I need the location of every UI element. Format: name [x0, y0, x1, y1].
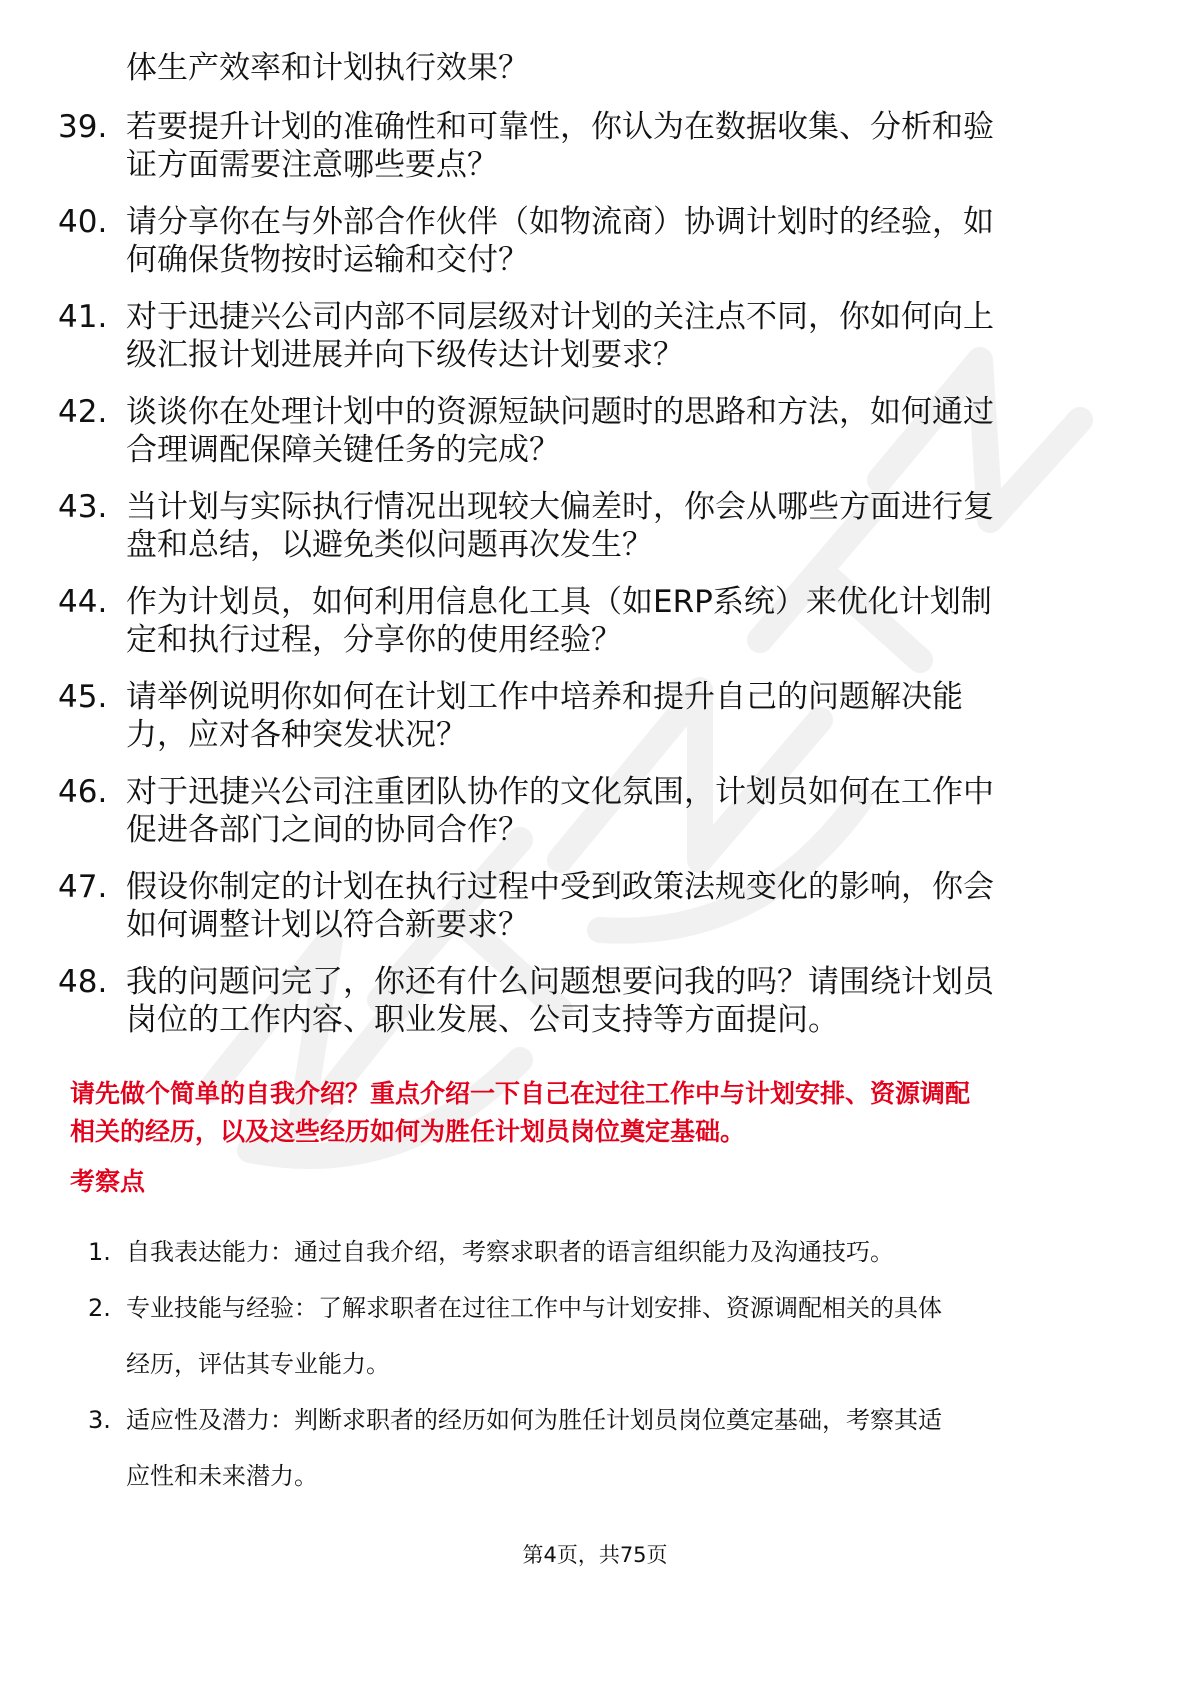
question-line-1: 我的问题问完了，你还有什么问题想要问我的吗？请围绕计划员	[126, 964, 994, 1000]
question-line-2: 力，应对各种突发状况？	[126, 717, 467, 753]
question-line-1: 请分享你在与外部合作伙伴（如物流商）协调计划时的经验，如	[126, 204, 994, 240]
question-number: 39.	[58, 109, 108, 145]
point-number: 3.	[88, 1406, 111, 1434]
question-line-2: 级汇报计划进展并向下级传达计划要求？	[126, 337, 684, 373]
question-line-1: 假设你制定的计划在执行过程中受到政策法规变化的影响，你会	[126, 869, 994, 905]
point-line-2: 应性和未来潜力。	[126, 1462, 318, 1490]
question-number: 46.	[58, 774, 108, 810]
highlight-line-2: 相关的经历，以及这些经历如何为胜任计划员岗位奠定基础。	[70, 1117, 746, 1146]
question-line-2: 如何调整计划以符合新要求？	[126, 907, 529, 943]
question-line-2: 岗位的工作内容、职业发展、公司支持等方面提问。	[126, 1002, 839, 1038]
question-line-1: 对于迅捷兴公司注重团队协作的文化氛围，计划员如何在工作中	[126, 774, 994, 810]
question-line-1: 请举例说明你如何在计划工作中培养和提升自己的问题解决能	[126, 679, 963, 715]
question-number: 40.	[58, 204, 108, 240]
question-number: 42.	[58, 394, 108, 430]
point-line-1: 自我表达能力：通过自我介绍，考察求职者的语言组织能力及沟通技巧。	[126, 1238, 894, 1266]
question-line-2: 合理调配保障关键任务的完成？	[126, 432, 560, 468]
question-number: 44.	[58, 584, 108, 620]
question-line-2: 定和执行过程，分享你的使用经验？	[126, 622, 622, 658]
question-number: 48.	[58, 964, 108, 1000]
question-line-2: 证方面需要注意哪些要点？	[126, 147, 498, 183]
question-number: 45.	[58, 679, 108, 715]
page-footer: 第4页，共75页	[522, 1543, 668, 1567]
point-line-2: 经历，评估其专业能力。	[126, 1350, 390, 1378]
point-number: 1.	[88, 1238, 111, 1266]
question-number: 47.	[58, 869, 108, 905]
point-number: 2.	[88, 1294, 111, 1322]
question-line-1: 若要提升计划的准确性和可靠性，你认为在数据收集、分析和验	[126, 109, 994, 145]
question-line-1: 谈谈你在处理计划中的资源短缺问题时的思路和方法，如何通过	[126, 394, 994, 430]
point-line-1: 适应性及潜力：判断求职者的经历如何为胜任计划员岗位奠定基础，考察其适	[126, 1406, 942, 1434]
question-line-2: 盘和总结，以避免类似问题再次发生？	[126, 527, 653, 563]
continued-question-text: 体生产效率和计划执行效果？	[126, 50, 529, 86]
question-line-2: 何确保货物按时运输和交付？	[126, 242, 529, 278]
question-line-1: 作为计划员，如何利用信息化工具（如ERP系统）来优化计划制	[126, 584, 992, 620]
highlight-line-1: 请先做个简单的自我介绍？重点介绍一下自己在过往工作中与计划安排、资源调配	[70, 1079, 971, 1108]
question-line-1: 对于迅捷兴公司内部不同层级对计划的关注点不同，你如何向上	[126, 299, 994, 335]
question-line-1: 当计划与实际执行情况出现较大偏差时，你会从哪些方面进行复	[126, 489, 994, 525]
question-number: 41.	[58, 299, 108, 335]
point-line-1: 专业技能与经验：了解求职者在过往工作中与计划安排、资源调配相关的具体	[126, 1294, 942, 1322]
section-title: 考察点	[70, 1167, 146, 1196]
question-number: 43.	[58, 489, 108, 525]
question-line-2: 促进各部门之间的协同合作？	[126, 812, 529, 848]
